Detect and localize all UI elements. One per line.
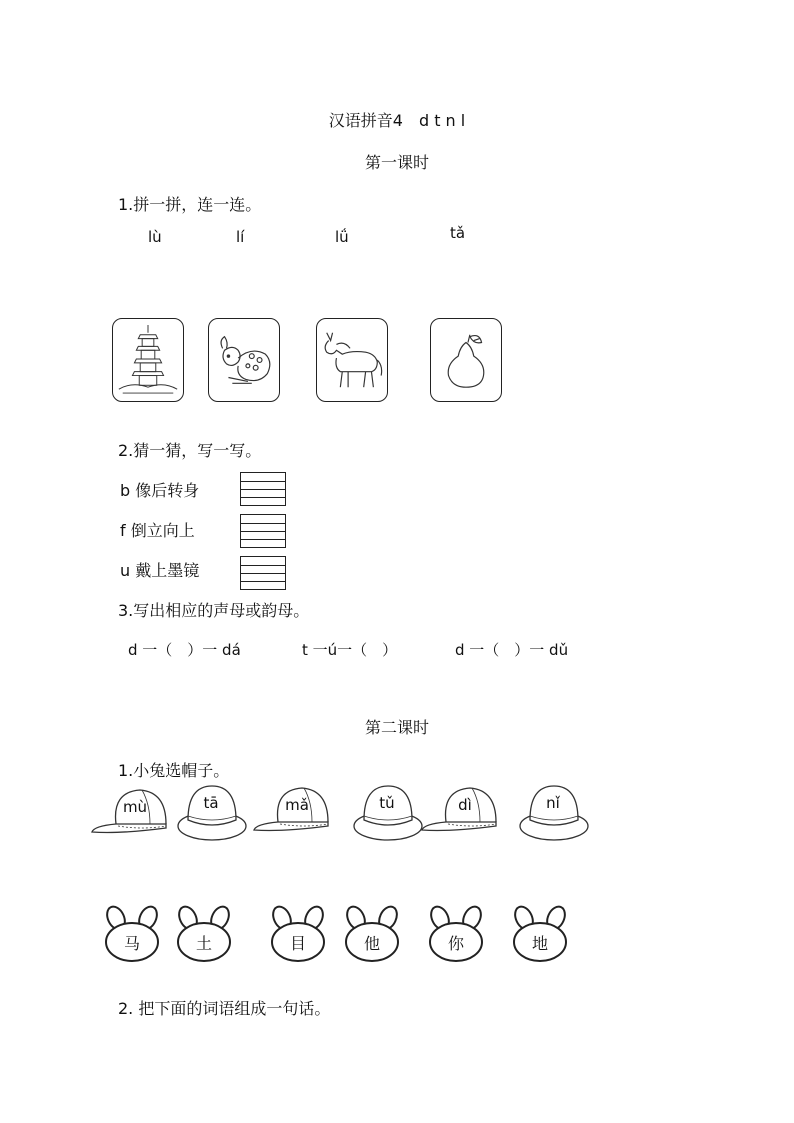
bunny-character: 土 bbox=[195, 934, 212, 953]
donkey-picture bbox=[316, 318, 388, 402]
lesson1-q1-prompt: 1.拼一拼，连一连。 bbox=[118, 195, 262, 214]
guess-item-b: b 像后转身 bbox=[120, 481, 200, 500]
fill-item-2[interactable]: t 一ú一（ ） bbox=[302, 641, 398, 659]
bunny-ta[interactable] bbox=[340, 904, 404, 964]
bunny-ni[interactable] bbox=[424, 904, 488, 964]
hat-pinyin: tā bbox=[203, 794, 219, 812]
hat-di[interactable] bbox=[420, 782, 500, 846]
lesson2-q2-prompt: 2. 把下面的词语组成一句话。 bbox=[118, 999, 331, 1018]
bunny-ma[interactable] bbox=[100, 904, 164, 964]
bunny-tu[interactable] bbox=[172, 904, 236, 964]
lesson2-heading: 第二课时 bbox=[364, 718, 429, 737]
pagoda-picture bbox=[112, 318, 184, 402]
donkey-icon bbox=[317, 319, 387, 401]
hat-ta[interactable] bbox=[176, 780, 256, 844]
hat-ma[interactable] bbox=[252, 782, 332, 846]
bunny-character: 他 bbox=[363, 934, 380, 953]
pear-icon bbox=[431, 319, 501, 401]
cap-icon bbox=[90, 784, 170, 848]
lesson1-q2-prompt: 2.猜一猜，写一写。 bbox=[118, 441, 262, 460]
pinyin-ta: tǎ bbox=[450, 224, 466, 242]
bunny-character: 马 bbox=[123, 934, 140, 953]
pinyin-lv: lǘ bbox=[335, 228, 349, 246]
hat-pinyin: dì bbox=[458, 796, 472, 814]
hat-mu[interactable] bbox=[90, 784, 170, 848]
fill-item-3[interactable]: d 一（ ）一 dǔ bbox=[455, 641, 569, 659]
fill-item-1[interactable]: d 一（ ）一 dá bbox=[128, 641, 241, 659]
lesson2-q1-prompt: 1.小兔选帽子。 bbox=[118, 761, 230, 780]
bunny-di[interactable] bbox=[508, 904, 572, 964]
bunny-character: 你 bbox=[447, 934, 464, 953]
writing-grid-1[interactable] bbox=[240, 472, 286, 506]
bunny-mu[interactable] bbox=[266, 904, 330, 964]
lesson1-heading: 第一课时 bbox=[364, 153, 429, 172]
pagoda-icon bbox=[113, 319, 183, 401]
worksheet-title: 汉语拼音4 d t n l bbox=[328, 111, 466, 130]
writing-grid-3[interactable] bbox=[240, 556, 286, 590]
guess-item-u: u 戴上墨镜 bbox=[120, 561, 200, 580]
round-hat-icon bbox=[518, 780, 598, 844]
pear-picture bbox=[430, 318, 502, 402]
lesson1-q3-prompt: 3.写出相应的声母或韵母。 bbox=[118, 601, 310, 620]
deer-picture bbox=[208, 318, 280, 402]
pinyin-lu: lù bbox=[148, 228, 162, 246]
cap-icon bbox=[420, 782, 500, 846]
writing-grid-2[interactable] bbox=[240, 514, 286, 548]
cap-icon bbox=[252, 782, 332, 846]
bunny-character: 目 bbox=[289, 934, 306, 953]
guess-item-f: f 倒立向上 bbox=[120, 521, 195, 540]
pinyin-li: lí bbox=[236, 228, 245, 246]
hat-pinyin: mù bbox=[122, 798, 148, 816]
round-hat-icon bbox=[176, 780, 256, 844]
hat-ni[interactable] bbox=[518, 780, 598, 844]
bunny-character: 地 bbox=[531, 934, 548, 953]
deer-icon bbox=[209, 319, 279, 401]
hat-pinyin: tǔ bbox=[379, 794, 395, 812]
hat-pinyin: mǎ bbox=[285, 796, 309, 814]
hat-pinyin: nǐ bbox=[546, 794, 560, 812]
